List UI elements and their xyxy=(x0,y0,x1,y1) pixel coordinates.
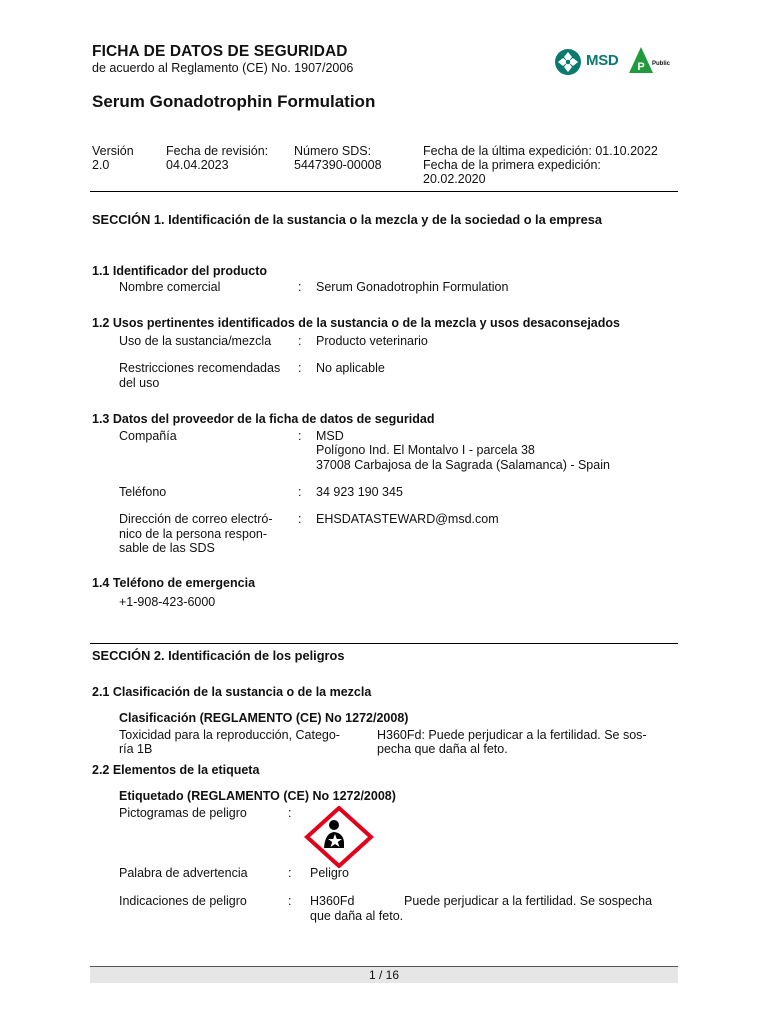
document-subtitle: de acuerdo al Reglamento (CE) No. 1907/2006 xyxy=(92,61,354,75)
sds-value: 5447390-00008 xyxy=(294,158,382,172)
header-divider xyxy=(90,191,678,192)
classification-title: Clasificación (REGLAMENTO (CE) No 1272/2008) xyxy=(119,711,409,725)
first-issue-value: 20.02.2020 xyxy=(423,172,486,186)
revision-value: 04.04.2023 xyxy=(166,158,229,172)
hazard-statements-label: Indicaciones de peligro xyxy=(119,894,247,908)
use-label: Uso de la sustancia/mezcla xyxy=(119,334,272,348)
ghs08-health-hazard-icon xyxy=(304,806,374,868)
logo-text: MSD xyxy=(586,52,619,69)
sds-label: Número SDS: xyxy=(294,144,372,158)
last-issue-date: Fecha de la última expedición: 01.10.2022 xyxy=(423,144,658,158)
first-issue-label: Fecha de la primera expedición: xyxy=(423,158,601,172)
section-divider xyxy=(90,643,678,644)
email-label-line-2: nico de la persona respon- xyxy=(119,527,268,541)
colon: : xyxy=(298,485,302,499)
subsection-2-2-title: 2.2 Elementos de la etiqueta xyxy=(92,763,260,777)
section-2-title: SECCIÓN 2. Identificación de los peligros xyxy=(92,648,345,663)
company-address-line-2: 37008 Carbajosa de la Sagrada (Salamanca) - Spain xyxy=(316,458,610,472)
msd-emblem-icon xyxy=(554,48,582,76)
revision-label: Fecha de revisión: xyxy=(166,144,269,158)
trade-name-label: Nombre comercial xyxy=(119,280,221,294)
version-label: Versión xyxy=(92,144,134,158)
section-1-title: SECCIÓN 1. Identificación de la sustancia o la mezcla y de la sociedad o la empresa xyxy=(92,212,602,227)
use-value: Producto veterinario xyxy=(316,334,428,348)
product-title: Serum Gonadotrophin Formulation xyxy=(92,92,376,111)
subsection-1-3-title: 1.3 Datos del proveedor de la ficha de datos de seguridad xyxy=(92,412,435,426)
subsection-1-4-title: 1.4 Teléfono de emergencia xyxy=(92,576,256,590)
hazard-code: H360Fd xyxy=(310,894,355,908)
colon: : xyxy=(298,361,302,375)
colon: : xyxy=(298,429,302,443)
subsection-2-1-title: 2.1 Clasificación de la sustancia o de la mezcla xyxy=(92,685,372,699)
hazard-text-line-1: Puede perjudicar a la fertilidad. Se sospecha xyxy=(404,894,653,908)
public-classification-icon xyxy=(628,46,654,74)
colon: : xyxy=(288,806,292,820)
pictogram-label: Pictogramas de peligro xyxy=(119,806,247,820)
page-footer xyxy=(90,966,678,983)
colon: : xyxy=(298,334,302,348)
colon: : xyxy=(298,512,302,526)
phone-label: Teléfono xyxy=(119,485,167,499)
signal-word-label: Palabra de advertencia xyxy=(119,866,248,880)
msd-logo xyxy=(554,46,684,78)
classification-statement-line-1: H360Fd: Puede perjudicar a la fertilidad. Se sos- xyxy=(377,728,647,742)
classification-category-line-2: ría 1B xyxy=(119,742,153,756)
email-label-line-1: Dirección de correo electró- xyxy=(119,512,273,526)
emergency-phone-value: +1-908-423-6000 xyxy=(119,595,216,609)
page-number: 1 / 16 xyxy=(368,968,400,982)
classification-category-line-1: Toxicidad para la reproducción, Catego- xyxy=(119,728,340,742)
classification-letter: P xyxy=(637,61,645,73)
colon: : xyxy=(288,866,292,880)
trade-name-value: Serum Gonadotrophin Formulation xyxy=(316,280,509,294)
labelling-title: Etiquetado (REGLAMENTO (CE) No 1272/2008) xyxy=(119,789,396,803)
signal-word-value: Peligro xyxy=(310,866,349,880)
email-value: EHSDATASTEWARD@msd.com xyxy=(316,512,499,526)
email-label-line-3: sable de las SDS xyxy=(119,541,215,555)
subsection-1-2-title: 1.2 Usos pertinentes identificados de la sustancia o de la mezcla y usos desaconsejados xyxy=(92,316,620,330)
restrictions-label-line-1: Restricciones recomendadas xyxy=(119,361,281,375)
hazard-text-line-2: que daña al feto. xyxy=(310,909,404,923)
phone-value: 34 923 190 345 xyxy=(316,485,403,499)
colon: : xyxy=(288,894,292,908)
company-label: Compañía xyxy=(119,429,177,443)
version-value: 2.0 xyxy=(92,158,110,172)
company-name: MSD xyxy=(316,429,344,443)
subsection-1-1-title: 1.1 Identificador del producto xyxy=(92,264,268,278)
classification-label: Public xyxy=(652,61,671,67)
document-title: FICHA DE DATOS DE SEGURIDAD xyxy=(92,43,348,60)
colon: : xyxy=(298,280,302,294)
restrictions-label-line-2: del uso xyxy=(119,376,160,390)
restrictions-value: No aplicable xyxy=(316,361,385,375)
classification-statement-line-2: pecha que daña al feto. xyxy=(377,742,508,756)
company-address-line-1: Polígono Ind. El Montalvo I - parcela 38 xyxy=(316,443,535,457)
